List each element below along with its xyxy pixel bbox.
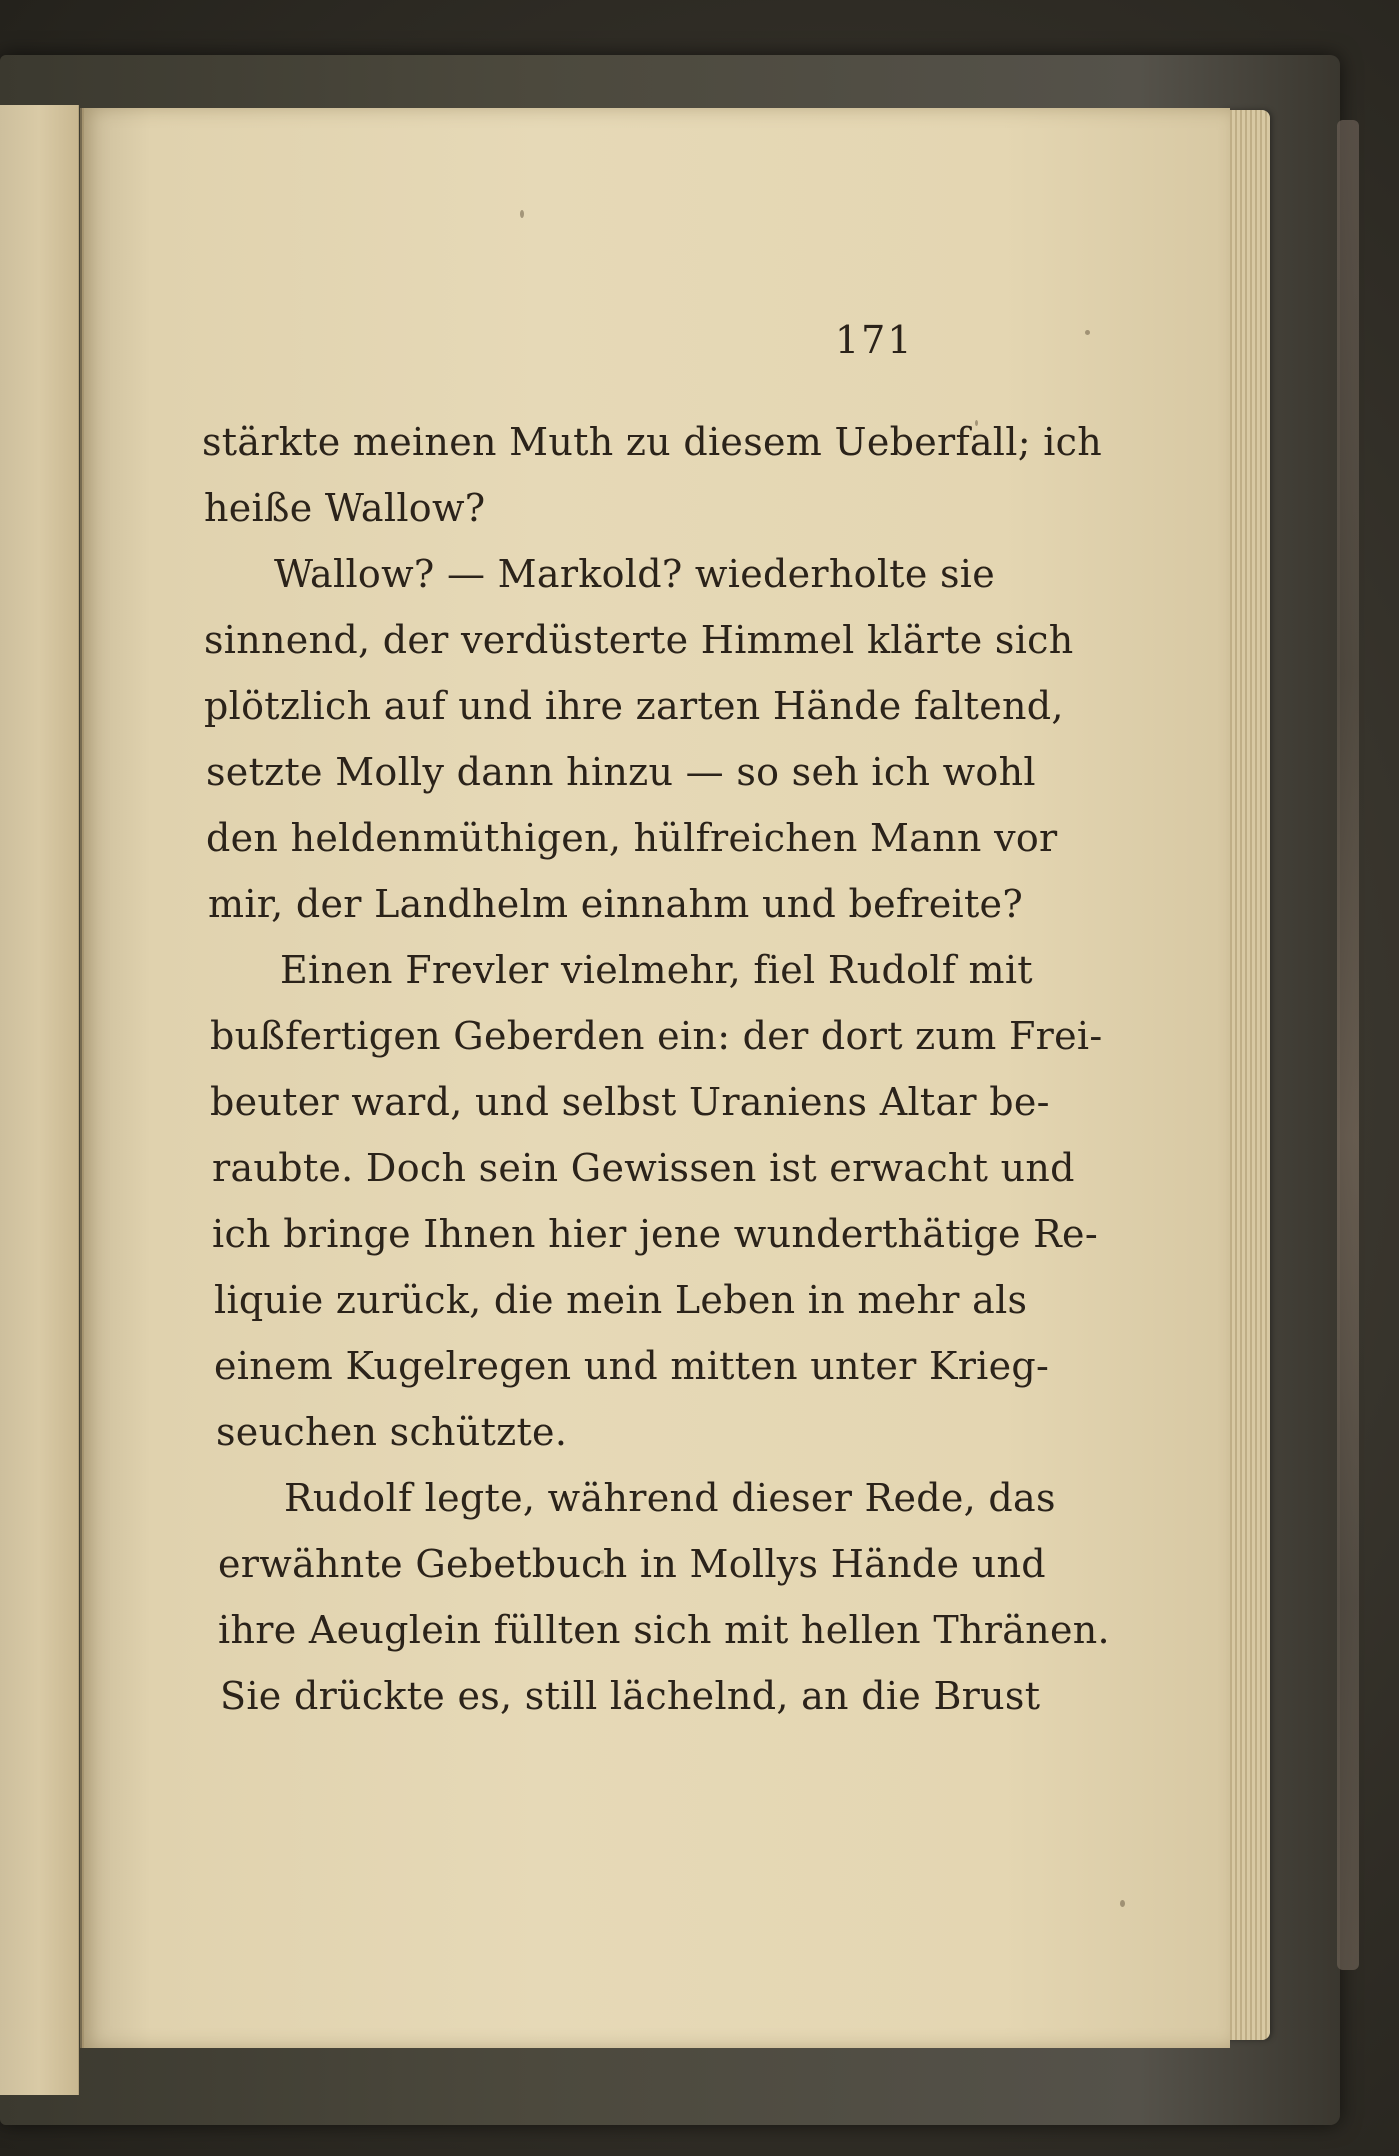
text-line: bußfertigen Geberden ein: der dort zum Frei-	[210, 1014, 1103, 1058]
text-line: liquie zurück, die mein Leben in mehr als	[214, 1278, 1028, 1322]
cover-spine-wear	[1337, 120, 1359, 1970]
page-number: 171	[835, 318, 914, 362]
text-line: Wallow? — Markold? wiederholte sie	[274, 552, 996, 596]
text-line: stärkte meinen Muth zu diesem Ueberfall; ich	[202, 420, 1103, 464]
left-page-edge	[0, 105, 79, 2095]
text-line: Einen Frevler vielmehr, fiel Rudolf mit	[280, 948, 1033, 992]
text-line: beuter ward, und selbst Uraniens Altar be-	[210, 1080, 1050, 1124]
text-line: sinnend, der verdüsterte Himmel klärte sich	[204, 618, 1074, 662]
text-line: setzte Molly dann hinzu — so seh ich wohl	[206, 750, 1036, 794]
text-line: mir, der Landhelm einnahm und befreite?	[208, 882, 1024, 926]
text-line: Rudolf legte, während dieser Rede, das	[284, 1476, 1056, 1520]
right-page	[82, 108, 1230, 2048]
paper-speck	[1085, 330, 1090, 335]
text-line: ihre Aeuglein füllten sich mit hellen Thränen.	[218, 1608, 1110, 1652]
gutter	[80, 108, 84, 2048]
text-line: den heldenmüthigen, hülfreichen Mann vor	[206, 816, 1058, 860]
text-line: erwähnte Gebetbuch in Mollys Hände und	[218, 1542, 1046, 1586]
text-line: Sie drückte es, still lächelnd, an die Brust	[220, 1674, 1041, 1718]
text-line: heiße Wallow?	[204, 486, 486, 530]
text-line: plötzlich auf und ihre zarten Hände faltend,	[204, 684, 1064, 728]
paper-speck	[1120, 1900, 1125, 1907]
text-line: seuchen schützte.	[216, 1410, 568, 1454]
text-line: einem Kugelregen und mitten unter Krieg-	[214, 1344, 1050, 1388]
text-line: raubte. Doch sein Gewissen ist erwacht und	[212, 1146, 1075, 1190]
text-line: ich bringe Ihnen hier jene wunderthätige Re-	[212, 1212, 1098, 1256]
paper-speck	[520, 210, 524, 218]
